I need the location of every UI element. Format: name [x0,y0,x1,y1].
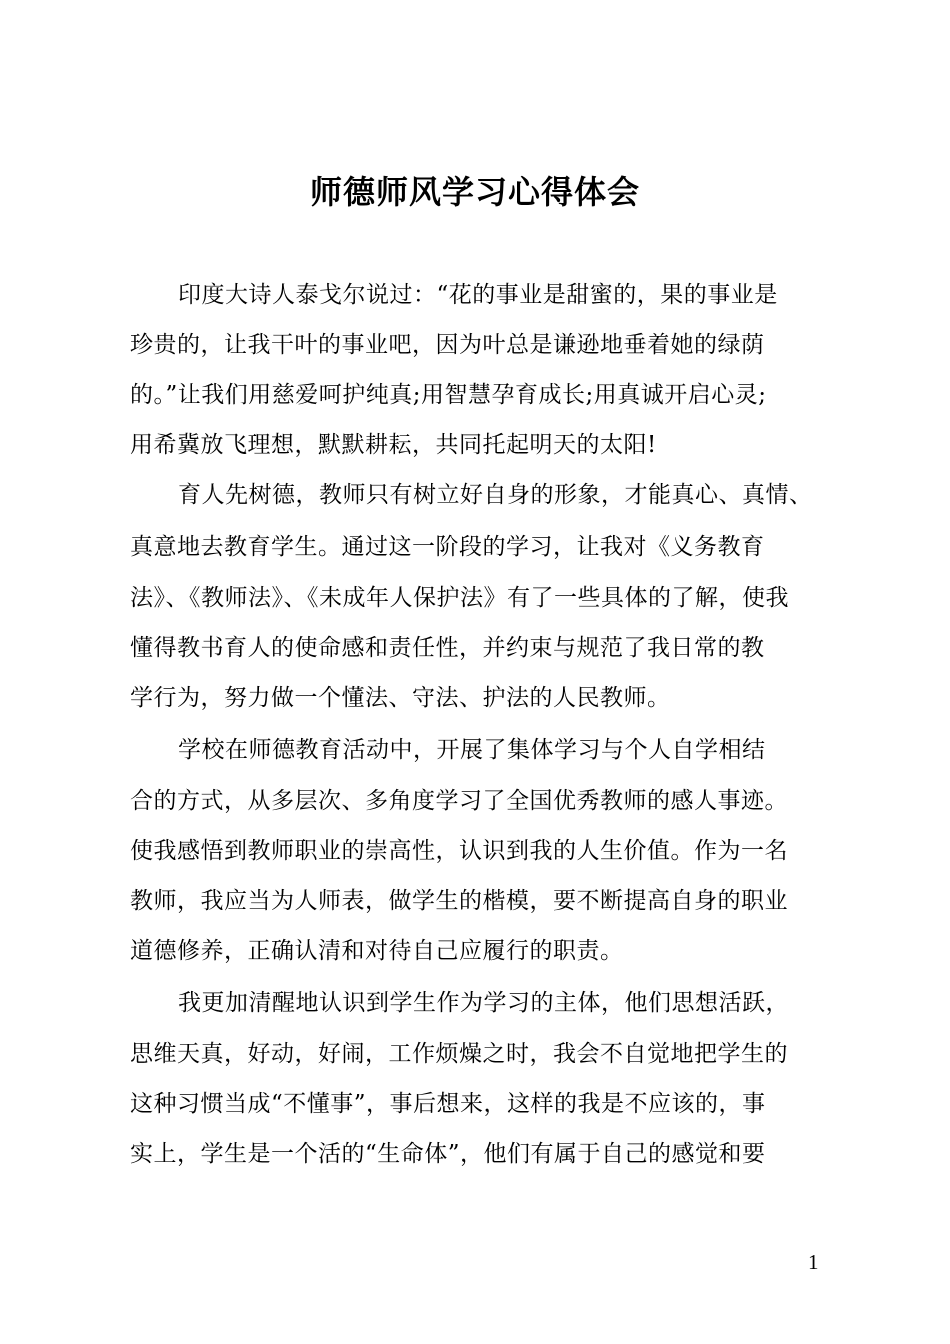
document-title: 师德师风学习心得体会 [309,173,640,211]
paragraph-line: 思维天真，好动，好闹，工作烦燥之时，我会不自觉地把学生的 [130,1041,788,1067]
paragraph-line: 懂得教书育人的使命感和责任性，并约束与规范了我日常的教 [130,635,765,661]
paragraph-line: 的。”让我们用慈爱呵护纯真;用智慧孕育成长;用真诚开启心灵; [130,382,767,408]
paragraph-line: 道德修养，正确认清和对待自己应履行的职责。 [130,938,624,964]
paragraph-line: 教师，我应当为人师表，做学生的楷模，要不断提高自身的职业 [130,888,788,914]
paragraph-line: 这种习惯当成“不懂事”，事后想来，这样的我是不应该的，事 [130,1091,766,1117]
paragraph-line: 用希冀放飞理想，默默耕耘，共同托起明天的太阳! [130,432,657,458]
paragraph-line: 法》、《教师法》、《未成年人保护法》有了一些具体的了解，使我 [130,585,789,611]
paragraph-line: 真意地去教育学生。通过这一阶段的学习，让我对《义务教育 [130,534,765,560]
paragraph-line: 印度大诗人泰戈尔说过：“花的事业是甜蜜的，果的事业是 [178,282,778,308]
paragraph-line: 学校在师德教育活动中，开展了集体学习与个人自学相结 [178,737,766,763]
paragraph-line: 我更加清醒地认识到学生作为学习的主体，他们思想活跃， [178,990,789,1016]
page-number: 1 [808,1250,819,1274]
paragraph-line: 珍贵的，让我干叶的事业吧，因为叶总是谦逊地垂着她的绿荫 [130,332,765,358]
paragraph-line: 合的方式，从多层次、多角度学习了全国优秀教师的感人事迹。 [130,788,788,814]
paragraph-line: 使我感悟到教师职业的崇高性，认识到我的人生价值。作为一名 [130,838,788,864]
paragraph-line: 学行为，努力做一个懂法、守法、护法的人民教师。 [130,685,671,711]
paragraph-line: 实上，学生是一个活的“生命体”，他们有属于自己的感觉和要 [130,1141,766,1167]
paragraph-line: 育人先树德，教师只有树立好自身的形象，才能真心、真情、 [178,482,813,508]
